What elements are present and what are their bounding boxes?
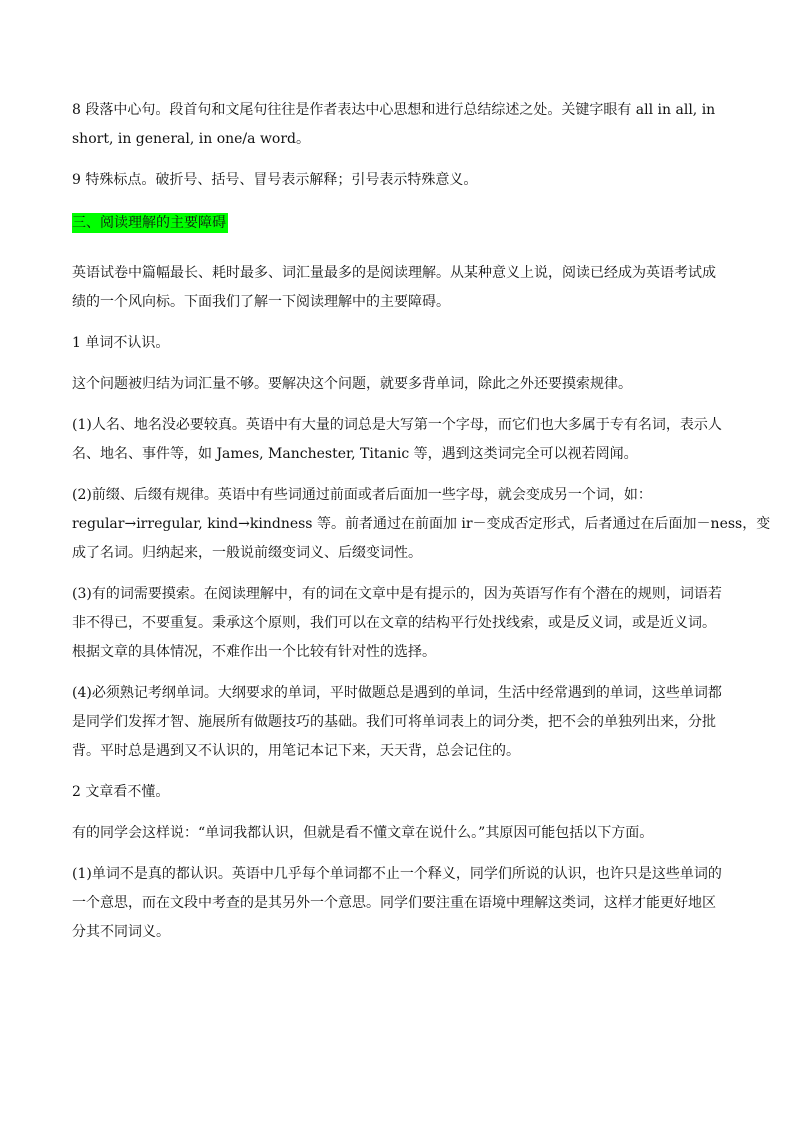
text-line: (3)有的词需要摸索。在阅读理解中，有的词在文章中是有提示的，因为英语写作有个潜在的规则，词语若 — [72, 586, 722, 602]
text-line: (1)单词不是真的都认识。英语中几乎每个单词都不止一个释义，同学们所说的认识，也许只是这些单词的 — [72, 866, 722, 882]
text-line: 英语试卷中篇幅最长、耗时最多、词汇量最多的是阅读理解。从某种意义上说，阅读已经成为英语考试成 — [72, 265, 716, 281]
text-line: 名、地名、事件等，如 James, Manchester, Titanic 等，遇到这类词完全可以视若罔闻。 — [72, 446, 638, 462]
paragraph-punctuation — [72, 166, 724, 195]
text-line: 背。平时总是遇到又不认识的，用笔记本记下来，天天背，总会记住的。 — [72, 743, 520, 759]
paragraph-affixes — [72, 481, 771, 568]
section-heading-wrap — [72, 207, 724, 253]
text-line: 1 单词不认识。 — [72, 335, 170, 351]
paragraph-vocabulary — [72, 370, 724, 399]
text-line: 这个问题被归结为词汇量不够。要解决这个问题，就要多背单词，除此之外还要摸索规律。 — [72, 376, 632, 392]
paragraph-topic-sentence — [72, 96, 724, 154]
text-line: regular→irregular, kind→kindness 等。前者通过在前面加 ir－变成否定形式，后者通过在后面加－ness，变 — [72, 516, 771, 532]
text-line: 一个意思，而在文段中考查的是其另外一个意思。同学们要注重在语境中理解这类词，这样才能更好地区 — [72, 895, 716, 911]
text-line: short, in general, in one/a word。 — [72, 131, 311, 147]
text-line: 是同学们发挥才智、施展所有做题技巧的基础。我们可将单词表上的词分类，把不会的单独列出来，分批 — [72, 714, 716, 730]
section-heading: 三、阅读理解的主要障碍 — [72, 215, 226, 231]
text-line: 2 文章看不懂。 — [72, 784, 170, 800]
text-line: 8 段落中心句。段首句和文尾句往往是作者表达中心思想和进行总结综述之处。关键字眼有 all in all, in — [72, 102, 716, 118]
paragraph-student-quote — [72, 819, 724, 848]
paragraph-intro — [72, 259, 724, 317]
paragraph-proper-nouns — [72, 411, 724, 469]
subheading-unknown-words — [72, 329, 724, 358]
text-line: (4)必须熟记考纲单词。大纲要求的单词，平时做题总是遇到的单词，生活中经常遇到的单词，这些单词都 — [72, 685, 722, 701]
text-line: 分其不同词义。 — [72, 924, 170, 940]
text-line: 根据文章的具体情况，不难作出一个比较有针对性的选择。 — [72, 644, 436, 660]
paragraph-multiple-meanings — [72, 860, 724, 947]
paragraph-syllabus-words — [72, 679, 724, 766]
paragraph-context-clues — [72, 580, 724, 667]
text-line: 非不得已，不要重复。秉承这个原则，我们可以在文章的结构平行处找线索，或是反义词，或是近义词。 — [72, 615, 716, 631]
text-line: 9 特殊标点。破折号、括号、冒号表示解释；引号表示特殊意义。 — [72, 172, 478, 188]
document-page — [72, 96, 771, 959]
text-line: 绩的一个风向标。下面我们了解一下阅读理解中的主要障碍。 — [72, 294, 450, 310]
text-line: (1)人名、地名没必要较真。英语中有大量的词总是大写第一个字母，而它们也大多属于专有名词，表示人 — [72, 417, 722, 433]
text-line: (2)前缀、后缀有规律。英语中有些词通过前面或者后面加一些字母，就会变成另一个词，如： — [72, 487, 652, 503]
subheading-cannot-understand — [72, 778, 724, 807]
text-line: 成了名词。归纳起来，一般说前缀变词义、后缀变词性。 — [72, 545, 422, 561]
text-line: 有的同学会这样说：“单词我都认识，但就是看不懂文章在说什么。”其原因可能包括以下方面。 — [72, 825, 654, 841]
